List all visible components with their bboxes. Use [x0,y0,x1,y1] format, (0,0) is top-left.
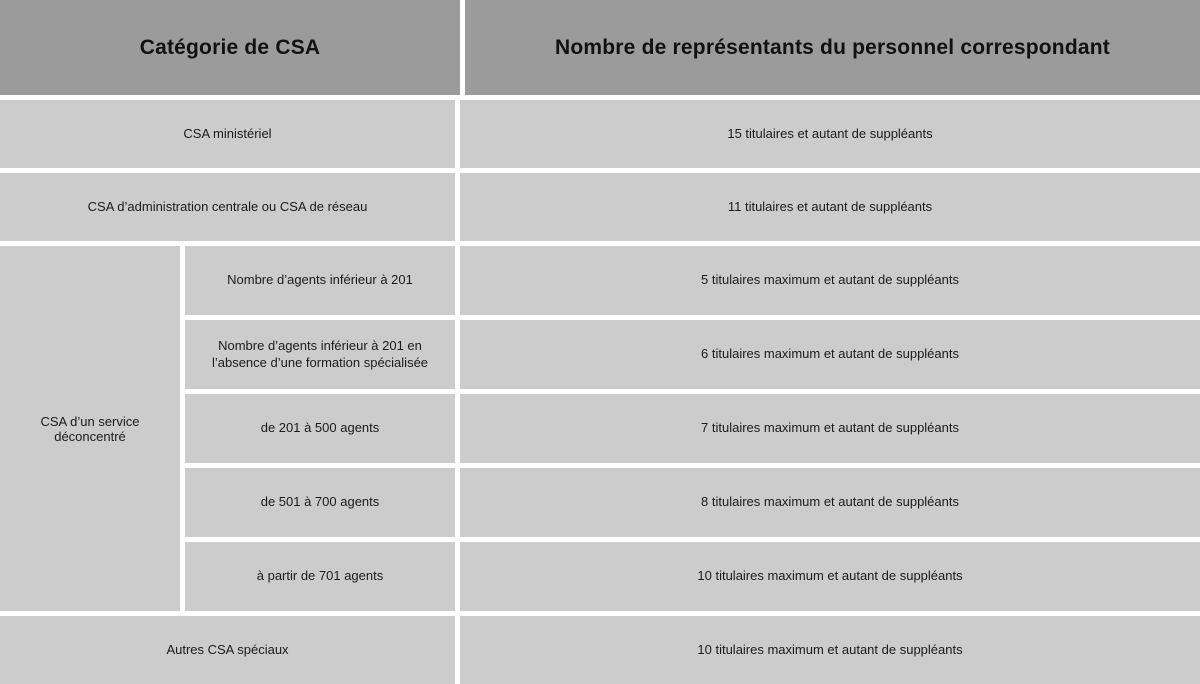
cell-category: Autres CSA spéciaux [0,616,455,684]
cell-count: 6 titulaires maximum et autant de suppléants [460,320,1200,389]
header-category: Catégorie de CSA [0,0,460,95]
table-row [0,616,1200,684]
cell-count: 7 titulaires maximum et autant de suppléants [460,394,1200,463]
table-header-row [0,0,1200,95]
cell-category: CSA ministériel [0,100,455,168]
table-row [185,394,1200,463]
cell-criterion: de 501 à 700 agents [185,468,455,537]
group-subrows [185,246,1200,611]
cell-count: 8 titulaires maximum et autant de suppléants [460,468,1200,537]
header-count: Nombre de représentants du personnel correspondant [465,0,1200,95]
cell-group-label: CSA d’un service déconcentré [0,246,180,611]
cell-count: 5 titulaires maximum et autant de suppléants [460,246,1200,315]
table-row [185,320,1200,389]
cell-count: 15 titulaires et autant de suppléants [460,100,1200,168]
cell-criterion: Nombre d’agents inférieur à 201 en l’absence d’une formation spécialisée [185,320,455,389]
table-row [0,173,1200,241]
table-row [185,246,1200,315]
cell-criterion: à partir de 701 agents [185,542,455,611]
cell-criterion: de 201 à 500 agents [185,394,455,463]
table-row [185,468,1200,537]
cell-count: 10 titulaires maximum et autant de suppléants [460,542,1200,611]
cell-count: 10 titulaires maximum et autant de suppléants [460,616,1200,684]
table-row [185,542,1200,611]
cell-count: 11 titulaires et autant de suppléants [460,173,1200,241]
table-row [0,100,1200,168]
cell-criterion: Nombre d’agents inférieur à 201 [185,246,455,315]
cell-category: CSA d’administration centrale ou CSA de réseau [0,173,455,241]
group-service-deconcentre [0,246,1200,611]
